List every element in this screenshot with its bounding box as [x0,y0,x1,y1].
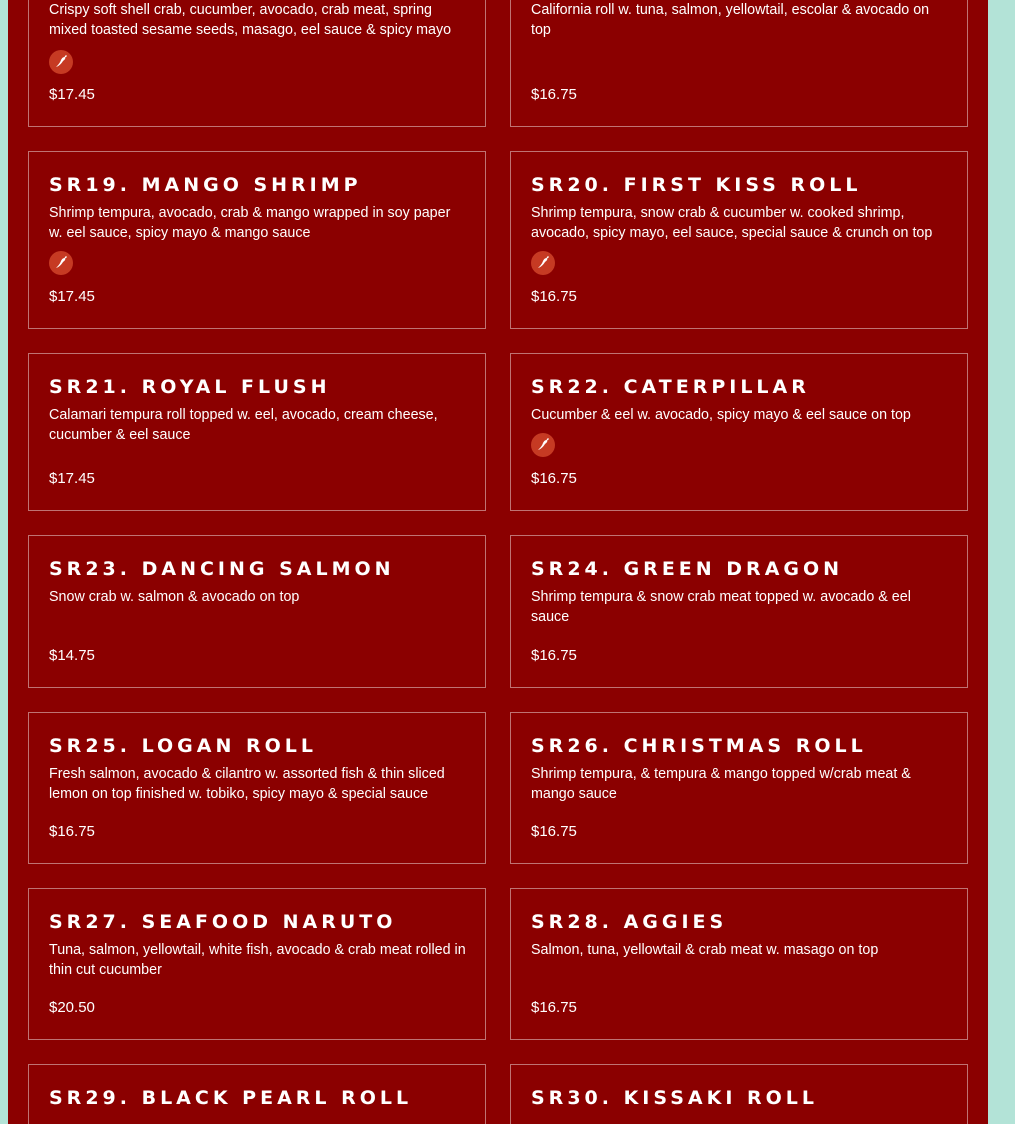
menu-item-card[interactable] [28,151,486,329]
menu-item-price: $16.75 [49,823,95,840]
menu-item-name: SR29. BLACK PEARL ROLL [49,1087,413,1109]
menu-item-description: Tuna, salmon, yellowtail, white fish, avocado & crab meat rolled in thin cut cucumber [49,942,466,978]
menu-item-price: $17.45 [49,86,95,103]
menu-item-price: $16.75 [531,647,577,664]
menu-item-card[interactable] [28,1064,486,1124]
menu-item-card[interactable] [510,353,968,511]
menu-page [8,0,988,1124]
menu-item-card[interactable] [510,888,968,1040]
menu-item-card[interactable] [510,1064,968,1124]
menu-item-name: SR19. MANGO SHRIMP [49,174,362,196]
menu-item-name: SR21. ROYAL FLUSH [49,376,331,398]
menu-item-name: SR30. KISSAKI ROLL [531,1087,819,1109]
menu-item-name: SR28. AGGIES [531,911,728,933]
menu-item-description: Shrimp tempura, snow crab & cucumber w. cooked shrimp, avocado, spicy mayo, eel sauce, special sauce & crunch on top [531,205,933,241]
menu-item-card[interactable] [28,535,486,688]
menu-item-name: SR25. LOGAN ROLL [49,735,317,757]
menu-item-name: SR20. FIRST KISS ROLL [531,174,862,196]
menu-item-price: $17.45 [49,470,95,487]
menu-item-card[interactable] [510,151,968,329]
menu-item-name: SR26. CHRISTMAS ROLL [531,735,867,757]
menu-item-description: Salmon, tuna, yellowtail & crab meat w. masago on top [531,942,879,958]
menu-item-name: SR22. CATERPILLAR [531,376,810,398]
menu-item-name: SR24. GREEN DRAGON [531,558,844,580]
menu-item-price: $17.45 [49,288,95,305]
menu-item-card[interactable] [28,712,486,864]
menu-item-card[interactable] [28,0,486,127]
menu-item-description: Shrimp tempura & snow crab meat topped w. avocado & eel sauce [531,589,911,625]
menu-item-description: Fresh salmon, avocado & cilantro w. assorted fish & thin sliced lemon on top finished w. tobiko, spicy mayo & special sauce [49,766,445,802]
menu-item-card[interactable] [510,535,968,688]
chili-pepper-icon [531,251,555,275]
menu-item-description: Crispy soft shell crab, cucumber, avocado, crab meat, spring mixed toasted sesame seeds, masago, eel sauce & spicy mayo [49,2,452,38]
menu-item-card[interactable] [28,353,486,511]
menu-item-description: Shrimp tempura, avocado, crab & mango wrapped in soy paper w. eel sauce, spicy mayo & mango sauce [49,205,451,241]
menu-item-price: $16.75 [531,823,577,840]
menu-item-price: $16.75 [531,470,577,487]
menu-item-price: $16.75 [531,288,577,305]
menu-item-card[interactable] [510,0,968,127]
chili-pepper-icon [49,251,73,275]
menu-item-price: $20.50 [49,999,95,1016]
menu-item-price: $14.75 [49,647,95,664]
menu-item-name: SR27. SEAFOOD NARUTO [49,911,397,933]
menu-item-card[interactable] [510,712,968,864]
chili-pepper-icon [49,50,73,74]
menu-item-description: California roll w. tuna, salmon, yellowtail, escolar & avocado on top [531,2,930,38]
menu-item-description: Shrimp tempura, & tempura & mango topped w/crab meat & mango sauce [531,766,911,802]
menu-item-description: Calamari tempura roll topped w. eel, avocado, cream cheese, cucumber & eel sauce [49,407,438,443]
menu-item-card[interactable] [28,888,486,1040]
menu-item-price: $16.75 [531,86,577,103]
menu-item-name: SR23. DANCING SALMON [49,558,395,580]
chili-pepper-icon [531,433,555,457]
menu-item-description: Snow crab w. salmon & avocado on top [49,589,300,605]
menu-item-description: Cucumber & eel w. avocado, spicy mayo & eel sauce on top [531,407,911,423]
menu-item-price: $16.75 [531,999,577,1016]
